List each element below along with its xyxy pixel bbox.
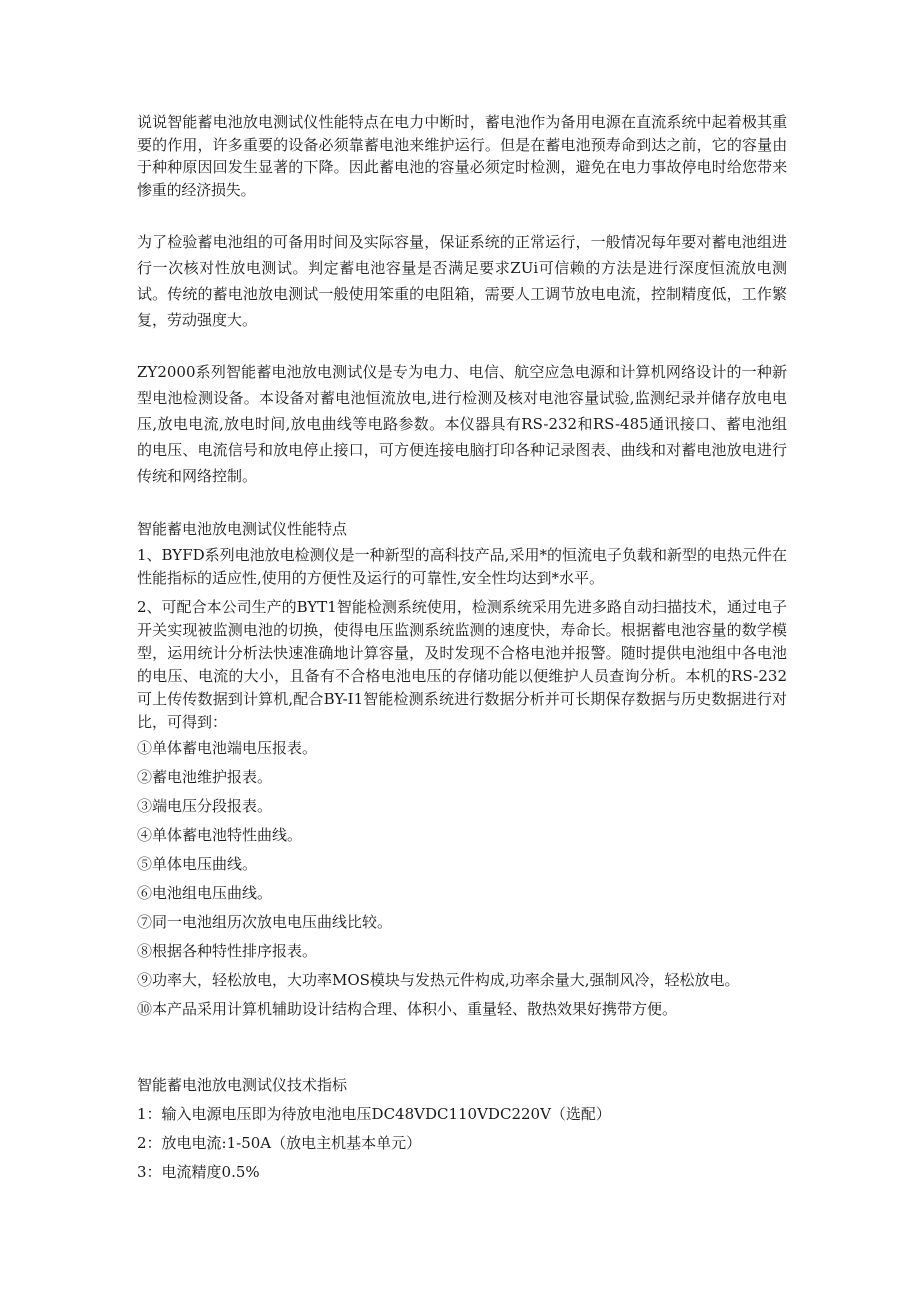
feature-list-item: ⑥电池组电压曲线。 [137, 884, 273, 902]
specs-section [137, 1071, 787, 1187]
features-heading: 智能蓄电池放电测试仪性能特点 [137, 520, 348, 538]
feature-item-1: 1、BYFD系列电池放电检测仪是一种新型的高科技产品,采用*的恒流电子负载和新型的电热元件在性能指标的适应性,使用的方便性及运行的可靠性,安全性均达到*水平。 [137, 546, 787, 587]
spec-item: 3：电流精度0.5% [137, 1163, 260, 1181]
spec-item: 1：输入电源电压即为待放电池电压DC48VDC110VDC220V（选配） [137, 1105, 611, 1123]
feature-list-item: ①单体蓄电池端电压报表。 [137, 739, 318, 757]
spec-item: 2：放电电流:1-50A（放电主机基本单元） [137, 1134, 422, 1152]
feature-list-item: ⑦同一电池组历次放电电压曲线比较。 [137, 913, 393, 931]
features-section [137, 515, 787, 1024]
feature-list-item: ⑩本产品采用计算机辅助设计结构合理、体积小、重量轻、散热效果好携带方便。 [137, 1000, 678, 1018]
feature-list-item: ③端电压分段报表。 [137, 797, 273, 815]
feature-list-item: ②蓄电池维护报表。 [137, 768, 273, 786]
feature-item-2: 2、可配合本公司生产的BYT1智能检测系统使用，检测系统采用先进多路自动扫描技术，通过电子开关实现被监测电池的切换，使得电压监测系统监测的速度快，寿命长。根据蓄电池容量的数学模型，运用统计分析法快速准确地计算容量，及时发现不合格电池并报警。随时提供电池组中各电池的电压、电流的大小，且备有不合格电池电压的存储功能以便维护人员查询分析。本机的RS-232可上传传数据到计算机,配合BY-I1智能检测系统进行数据分析并可长期保存数据与历史数据进行对比，可得到： [137, 598, 787, 731]
intro-paragraph-2: 为了检验蓄电池组的可备用时间及实际容量，保证系统的正常运行，一般情况每年要对蓄电池组进行一次核对性放电测试。判定蓄电池容量是否满足要求ZUi可信赖的方法是进行深度恒流放电测试。传统的蓄电池放电测试一般使用笨重的电阻箱，需要人工调节放电电流，控制精度低，工作繁复，劳动强度大。 [137, 233, 787, 329]
feature-list-item: ⑧根据各种特性排序报表。 [137, 942, 318, 960]
intro-paragraph-1: 说说智能蓄电池放电测试仪性能特点在电力中断时，蓄电池作为备用电源在直流系统中起着极其重要的作用，许多重要的设备必须靠蓄电池来维护运行。但是在蓄电池预寿命到达之前，它的容量由于种种原因回发生显著的下降。因此蓄电池的容量必须定时检测，避免在电力事故停电时给您带来惨重的经济损失。 [137, 113, 787, 199]
feature-list-item: ⑤单体电压曲线。 [137, 855, 258, 873]
feature-list-item: ④单体蓄电池特性曲线。 [137, 826, 303, 844]
specs-heading: 智能蓄电池放电测试仪技术指标 [137, 1076, 348, 1094]
intro-paragraph-3: ZY2000系列智能蓄电池放电测试仪是专为电力、电信、航空应急电源和计算机网络设计的一种新型电池检测设备。本设备对蓄电池恒流放电,进行检测及核对电池容量试验,监测纪录并储存放电电压,放电电流,放电时间,放电曲线等电路参数。本仪器具有RS-232和RS-485通讯接口、蓄电池组的电压、电流信号和放电停止接口，可方便连接电脑打印各种记录图表、曲线和对蓄电池放电进行传统和网络控制。 [137, 363, 787, 485]
feature-list-item: ⑨功率大，轻松放电，大功率MOS模块与发热元件构成,功率余量大,强制风冷，轻松放电。 [137, 971, 740, 989]
